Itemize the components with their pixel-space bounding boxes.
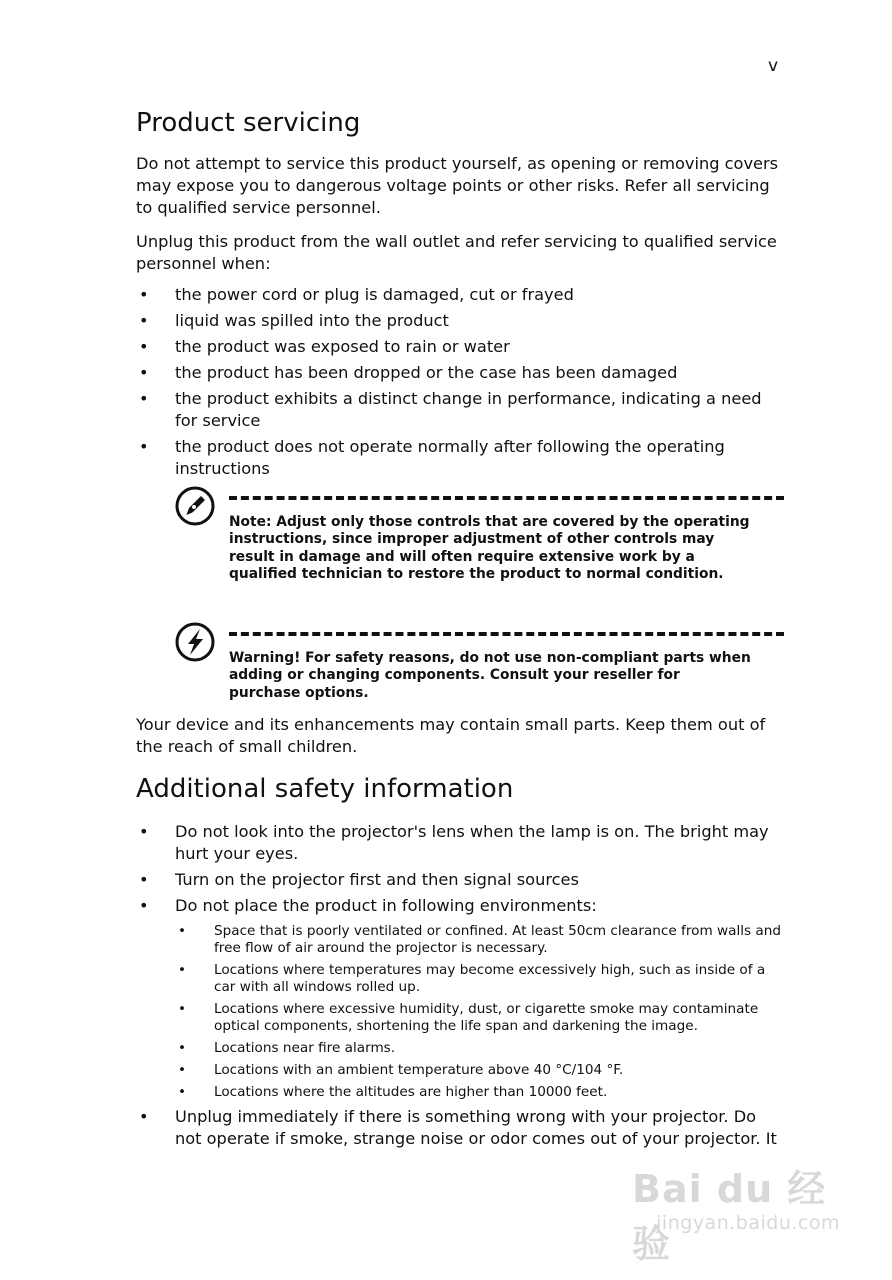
list-item: • the product does not operate normally after following the operating instructions (136, 436, 781, 480)
baidu-jingyan-watermark (632, 1140, 842, 1266)
environment-sublist (175, 923, 781, 1101)
warning-text: Warning! For safety reasons, do not use non-compliant parts when adding or changing components. Consult your reseller for purchase options. (229, 650, 751, 701)
sub-list-item: • Space that is poorly ventilated or confined. At least 50cm clearance from walls and free flow of air around the projector is necessary. (175, 923, 781, 957)
list-item: • the product has been dropped or the case has been damaged (136, 362, 781, 384)
list-item: • Turn on the projector first and then signal sources (136, 869, 781, 891)
sub-list-item: • Locations near fire alarms. (175, 1040, 781, 1057)
sub-list-item: • Locations with an ambient temperature above 40 °C/104 °F. (175, 1062, 781, 1079)
section-heading-product-servicing: Product servicing (136, 108, 361, 138)
warning-divider (229, 632, 784, 636)
list-item: • Do not look into the projector's lens when the lamp is on. The bright may hurt your eyes. (136, 821, 781, 865)
paragraph-small-parts: Your device and its enhancements may contain small parts. Keep them out of the reach of small children. (136, 715, 766, 756)
list-item: • Unplug immediately if there is something wrong with your projector. Do not operate if smoke, strange noise or odor comes out of your projector. It (136, 1106, 781, 1150)
section-heading-additional-safety: Additional safety information (136, 774, 514, 804)
list-item (136, 895, 781, 1101)
warning-lightning-icon (174, 621, 216, 663)
note-pen-icon (174, 485, 216, 527)
list-item: • liquid was spilled into the product (136, 310, 781, 332)
paragraph-service-warning: Do not attempt to service this product yourself, as opening or removing covers may expose you to dangerous voltage points or other risks. Refer all servicing to qualified service personnel. (136, 154, 779, 217)
list-item: • the product exhibits a distinct change in performance, indicating a need for service (136, 388, 781, 432)
list-item: • the product was exposed to rain or water (136, 336, 781, 358)
servicing-conditions-list (136, 284, 781, 484)
sub-list-item: • Locations where the altitudes are higher than 10000 feet. (175, 1084, 781, 1101)
note-text: Note: Adjust only those controls that are covered by the operating instructions, since improper adjustment of other controls may result in damage and will often require extensive work by a qualified technician to restore the product to normal condition. (229, 514, 750, 583)
watermark-logo-text: Bai du 经验 (632, 1167, 827, 1266)
paragraph-unplug-when: Unplug this product from the wall outlet and refer servicing to qualified service personnel when: (136, 232, 777, 273)
additional-safety-list (136, 821, 781, 1154)
note-divider (229, 496, 784, 500)
sub-list-item: • Locations where temperatures may become excessively high, such as inside of a car with all windows rolled up. (175, 962, 781, 996)
list-item: • the power cord or plug is damaged, cut or frayed (136, 284, 781, 306)
sub-list-item: • Locations where excessive humidity, dust, or cigarette smoke may contaminate optical components, shortening the life span and darkening the image. (175, 1001, 781, 1035)
list-item-text: Do not place the product in following environments: (175, 896, 597, 915)
watermark-url: jingyan.baidu.com (656, 1212, 840, 1234)
page-number: v (767, 56, 778, 76)
